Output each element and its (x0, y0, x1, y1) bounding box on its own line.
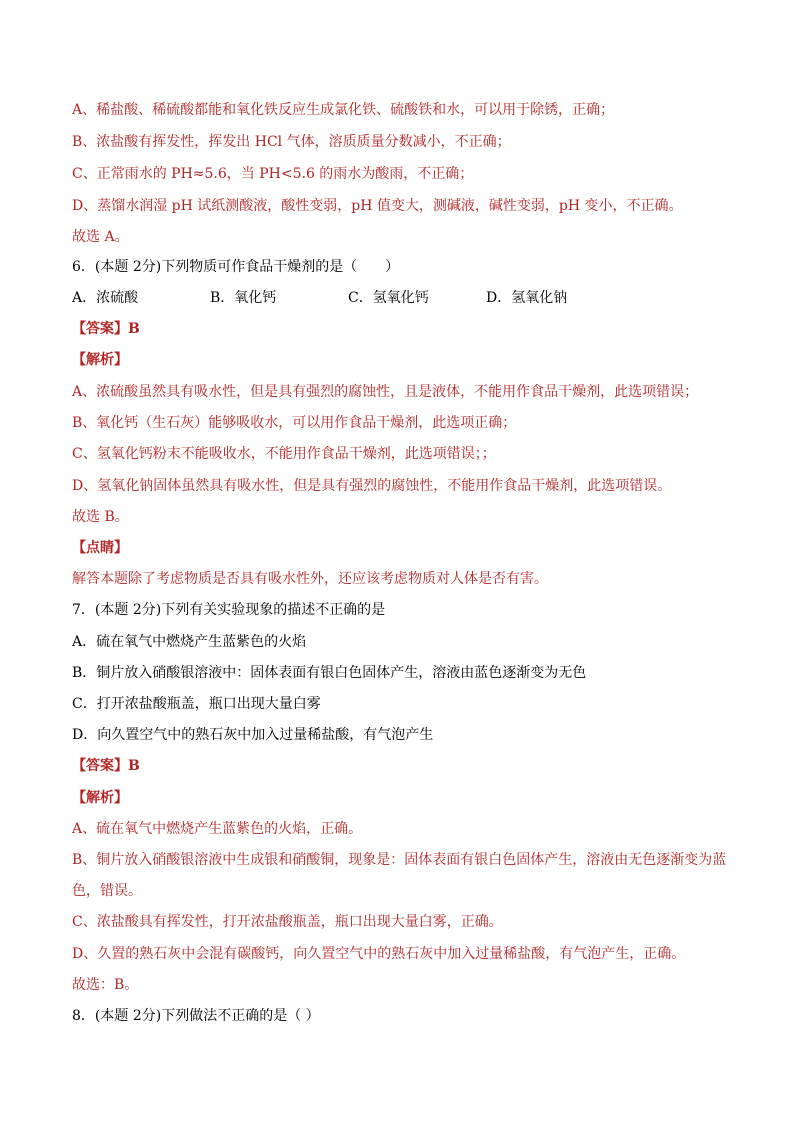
q7-conclusion: 故选：B。 (72, 977, 139, 993)
q5-conclusion: 故选 A。 (72, 229, 129, 245)
q7-analysis-label: 【解析】 (72, 790, 128, 806)
q6-tip-text: 解答本题除了考虑物质是否具有吸水性外，还应该考虑物质对人体是否有害。 (72, 571, 548, 587)
q6-tip-label: 【点睛】 (72, 540, 128, 556)
q5-explanation-b: B、浓盐酸有挥发性，挥发出 HCl 气体，溶质质量分数减小，不正确； (72, 134, 511, 150)
q6-explanation-c: C、氢氧化钙粉末不能吸收水，不能用作食品干燥剂，此选项错误；； (72, 446, 496, 462)
q7-option-d: D．向久置空气中的熟石灰中加入过量稀盐酸，有气泡产生 (72, 727, 434, 743)
q6-explanation-d: D、氢氧化钠固体虽然具有吸水性，但是具有强烈的腐蚀性，不能用作食品干燥剂，此选项错误。 (72, 478, 672, 494)
q6-question: 6．(本题 2分)下列物质可作食品干燥剂的是（ ） (72, 259, 400, 275)
q7-explanation-b: B、铜片放入硝酸银溶液中生成银和硝酸铜，现象是：固体表面有银白色固体产生，溶液由无色逐渐变为蓝 (72, 852, 727, 868)
q6-explanation-b: B、氧化钙（生石灰）能够吸收水，可以用作食品干燥剂，此选项正确； (72, 415, 517, 431)
q7-explanation-a: A、硫在氧气中燃烧产生蓝紫色的火焰，正确。 (72, 821, 363, 837)
q6-explanation-a: A、浓硫酸虽然具有吸水性，但是具有强烈的腐蚀性，且是液体，不能用作食品干燥剂，此选项错误； (72, 384, 699, 400)
q6-options (72, 288, 567, 308)
q7-explanation-d: D、久置的熟石灰中会混有碳酸钙，向久置空气中的熟石灰中加入过量稀盐酸，有气泡产生，正确。 (72, 946, 686, 962)
q7-option-a: A．硫在氧气中燃烧产生蓝紫色的火焰 (72, 634, 307, 650)
q7-option-c: C．打开浓盐酸瓶盖，瓶口出现大量白雾 (72, 696, 321, 712)
q5-explanation-a: A、稀盐酸、稀硫酸都能和氧化铁反应生成氯化铁、硫酸铁和水，可以用于除锈，正确； (72, 102, 615, 118)
q7-answer: 【答案】B (72, 758, 140, 774)
q7-option-b: B．铜片放入硝酸银溶液中：固体表面有银白色固体产生，溶液由蓝色逐渐变为无色 (72, 665, 587, 681)
q6-option-d: D．氢氧化钠 (486, 290, 568, 306)
q6-conclusion: 故选 B。 (72, 509, 129, 525)
q5-explanation-c: C、正常雨水的 PH≈5.6，当 PH<5.6 的雨水为酸雨，不正确； (72, 166, 474, 182)
q6-analysis-label: 【解析】 (72, 352, 128, 368)
q6-option-a: A．浓硫酸 (72, 290, 139, 306)
q6-option-b: B．氧化钙 (210, 290, 277, 306)
q6-answer: 【答案】B (72, 321, 140, 337)
q7-explanation-b-cont: 色，错误。 (72, 883, 142, 899)
q8-question: 8．(本题 2分)下列做法不正确的是（ ） (72, 1008, 320, 1024)
q5-explanation-d: D、蒸馏水润湿 pH 试纸测酸液，酸性变弱，pH 值变大，测碱液，碱性变弱，pH 变小，不正确。 (72, 198, 683, 214)
q6-option-c: C．氢氧化钙 (348, 290, 429, 306)
q7-explanation-c: C、浓盐酸具有挥发性，打开浓盐酸瓶盖，瓶口出现大量白雾，正确。 (72, 914, 503, 930)
q7-question: 7．(本题 2分)下列有关实验现象的描述不正确的是 (72, 602, 386, 618)
